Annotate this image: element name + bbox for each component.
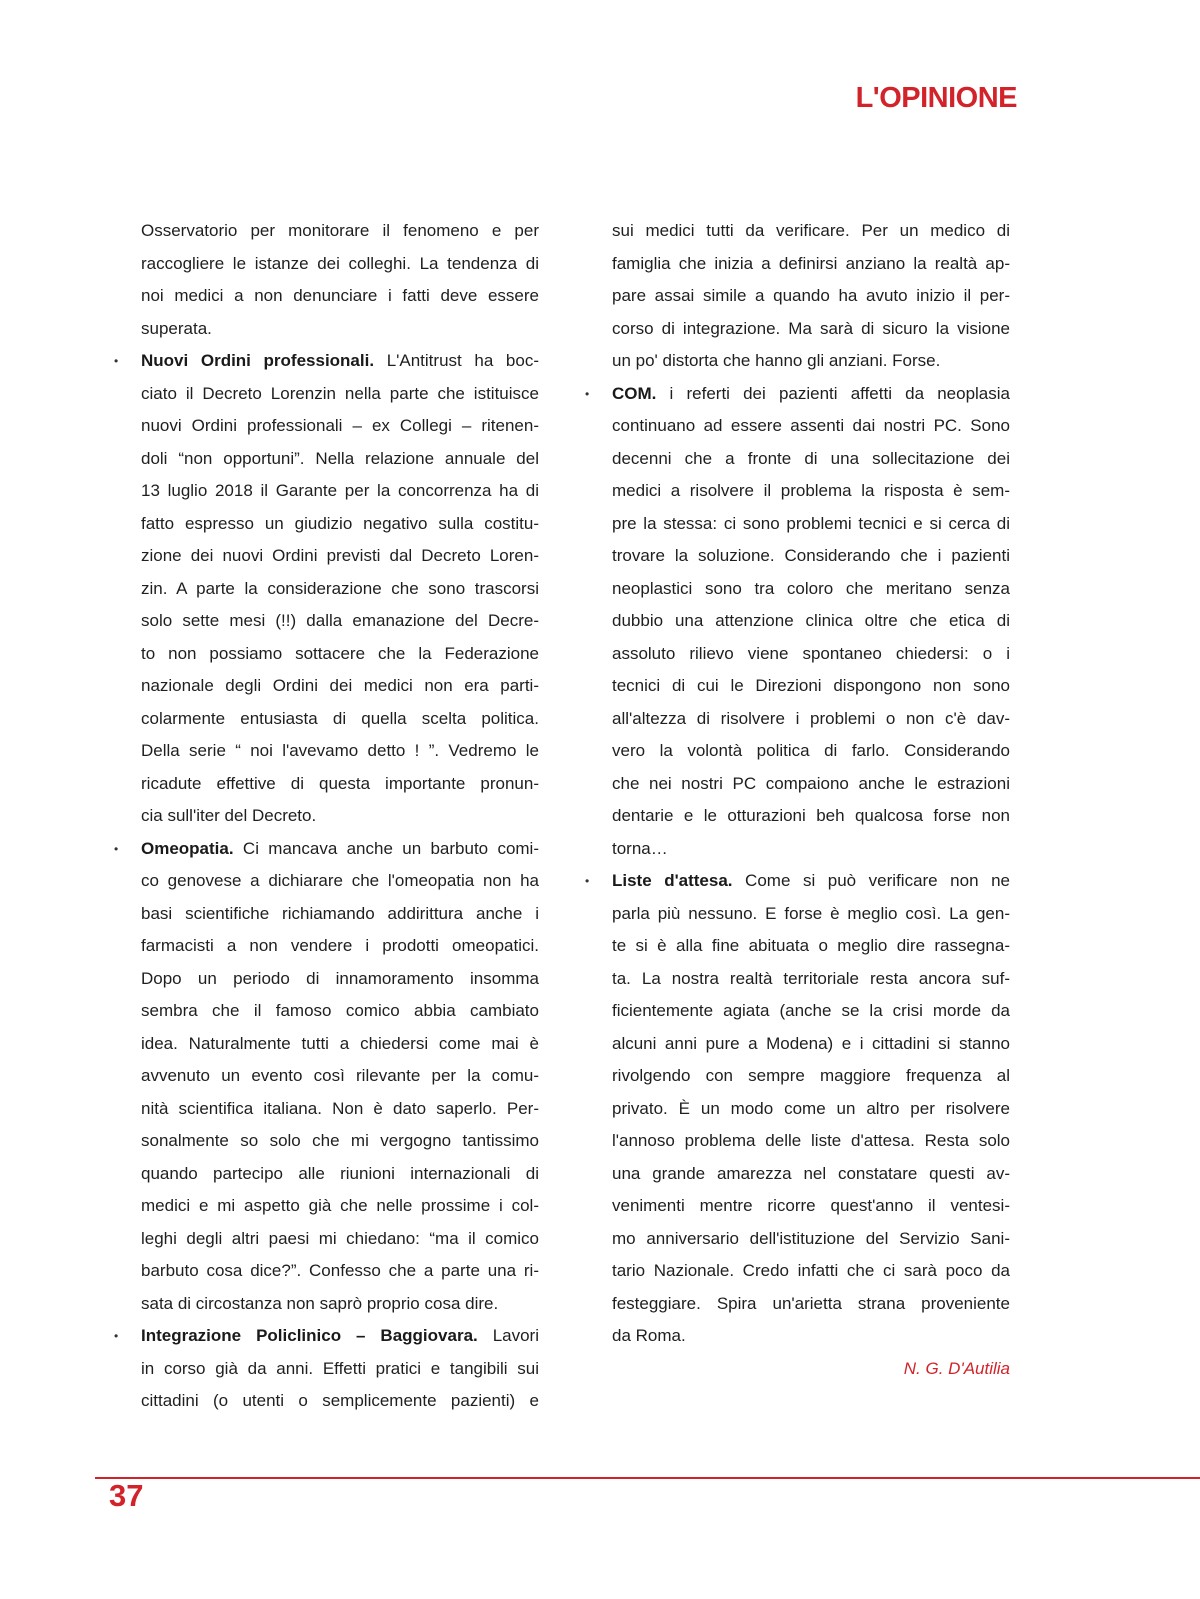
right-column-lines (612, 215, 1010, 1353)
line-text: Come si può verificare non ne (732, 871, 1010, 890)
line-text: basi scientifiche richiamando addirittura anche i (141, 903, 539, 923)
page-number: 37 (109, 1478, 144, 1513)
bullet-heading: Omeopatia. (141, 838, 234, 858)
text-line (141, 800, 539, 833)
line-text: solo sette mesi (!!) dalla emanazione del Decre- (141, 611, 539, 630)
text-line (141, 768, 539, 801)
line-text: pre la stessa: ci sono problemi tecnici e si cerca di (612, 513, 1010, 533)
text-line (612, 963, 1010, 996)
text-line (141, 605, 539, 638)
line-text: i referti dei pazienti affetti da neoplasia (656, 383, 1010, 403)
line-text: colarmente entusiasta di quella scelta politica. (141, 708, 539, 728)
text-line (612, 898, 1010, 931)
line-text: l'annoso problema delle liste d'attesa. Resta solo (612, 1131, 1010, 1150)
text-line (141, 1093, 539, 1126)
line-text: noi medici a non denunciare i fatti deve essere (141, 286, 539, 305)
text-line (141, 703, 539, 736)
text-line (612, 995, 1010, 1028)
line-text: avvenuto un evento così rilevante per la comu- (141, 1066, 539, 1085)
text-line (141, 573, 539, 606)
line-text: all'altezza di risolvere i problemi o non c'è dav- (612, 708, 1010, 728)
line-text: dubbio una attenzione clinica oltre che etica di (612, 611, 1010, 630)
text-line (612, 313, 1010, 346)
line-text: co genovese a dichiarare che l'omeopatia non ha (141, 871, 539, 890)
line-text: quando partecipo alle riunioni internazionali di (141, 1163, 539, 1183)
line-text: dentarie e le otturazioni beh qualcosa forse non (612, 806, 1010, 825)
text-line (141, 1028, 539, 1061)
text-line (612, 930, 1010, 963)
line-text: superata. (141, 318, 212, 338)
line-text: trovare la soluzione. Considerando che i pazienti (612, 546, 1010, 565)
line-text: vero la volontà politica di farlo. Considerando (612, 741, 1010, 760)
line-text: una grande amarezza nel constatare questi av- (612, 1163, 1010, 1183)
line-text: un po' distorta che hanno gli anziani. Forse. (612, 351, 941, 370)
line-text: che nei nostri PC compaiono anche le estrazioni (612, 773, 1010, 793)
line-text: ta. La nostra realtà territoriale resta ancora suf- (612, 968, 1010, 988)
line-text: nuovi Ordini professionali – ex Collegi – ritenen- (141, 416, 539, 435)
line-text: nità scientifica italiana. Non è dato saperlo. Per- (141, 1098, 539, 1118)
text-line (612, 1060, 1010, 1093)
line-text: zin. A parte la considerazione che sono trascorsi (141, 578, 539, 598)
author-signature: N. G. D'Autilia (903, 1358, 1010, 1378)
line-text: farmacisti a non vendere i prodotti omeopatici. (141, 936, 539, 955)
text-line (612, 638, 1010, 671)
line-text: tario Nazionale. Credo infatti che ci sarà poco da (612, 1261, 1010, 1280)
line-text: medici e mi aspetto già che nelle prossime i col- (141, 1196, 539, 1215)
line-text: Dopo un periodo di innamoramento insomma (141, 968, 539, 988)
line-text: zione dei nuovi Ordini previsti dal Decreto Loren- (141, 546, 539, 565)
line-text: nazionale degli Ordini dei medici non era parti- (141, 676, 539, 695)
text-line (141, 508, 539, 541)
line-text: ficientemente agiata (anche se la crisi morde da (612, 1001, 1010, 1020)
text-line (141, 865, 539, 898)
line-text: medici a risolvere il problema la risposta è sem- (612, 481, 1010, 500)
line-text: tecnici di cui le Direzioni dispongono non sono (612, 676, 1010, 695)
text-line (141, 215, 539, 248)
text-line (141, 1255, 539, 1288)
line-text: cittadini (o utenti o semplicemente pazienti) e (141, 1391, 539, 1410)
line-text: festeggiare. Spira un'arietta strana proveniente (612, 1293, 1010, 1313)
text-line (141, 735, 539, 768)
line-text: te si è alla fine abituata o meglio dire rassegna- (612, 936, 1010, 955)
text-line (612, 670, 1010, 703)
text-line (612, 1158, 1010, 1191)
bullet-item-line (141, 833, 539, 866)
line-text: pare assai simile a quando ha avuto inizio il per- (612, 286, 1010, 305)
text-line (141, 1125, 539, 1158)
text-line (612, 280, 1010, 313)
line-text: sui medici tutti da verificare. Per un medico di (612, 221, 1010, 240)
text-line (141, 313, 539, 346)
text-line (612, 248, 1010, 281)
section-title: L'OPINIONE (855, 82, 1017, 114)
text-line (141, 1060, 539, 1093)
text-line (612, 540, 1010, 573)
line-text: alcuni anni pure a Modena) e i cittadini si stanno (612, 1033, 1010, 1053)
text-line (141, 898, 539, 931)
line-text: leghi degli altri paesi mi chiedano: “ma il comico (141, 1228, 539, 1248)
line-text: Della serie “ noi l'avevamo detto ! ”. Vedremo le (141, 741, 539, 760)
line-text: idea. Naturalmente tutti a chiedersi come mai è (141, 1033, 539, 1053)
bullet-heading: Nuovi Ordini professionali. (141, 351, 375, 370)
text-line (141, 1288, 539, 1321)
line-text: raccogliere le istanze dei colleghi. La tendenza di (141, 253, 539, 273)
bullet-item-line (612, 865, 1010, 898)
line-text: Osservatorio per monitorare il fenomeno e per (141, 221, 539, 240)
text-line (612, 1093, 1010, 1126)
text-line (141, 248, 539, 281)
text-line (141, 410, 539, 443)
text-line (141, 1190, 539, 1223)
text-line (141, 475, 539, 508)
text-line (612, 605, 1010, 638)
text-line (612, 1320, 1010, 1353)
line-text: privato. È un modo come un altro per risolvere (612, 1098, 1010, 1118)
text-line (141, 963, 539, 996)
text-line (612, 800, 1010, 833)
text-line (612, 410, 1010, 443)
text-line (141, 670, 539, 703)
line-text: sembra che il famoso comico abbia cambiato (141, 1001, 539, 1020)
text-line (612, 345, 1010, 378)
line-text: Lavori (477, 1326, 539, 1345)
line-text: continuano ad essere assenti dai nostri PC. Sono (612, 416, 1010, 435)
text-line (612, 443, 1010, 476)
text-line (141, 995, 539, 1028)
text-line (141, 1223, 539, 1256)
line-text: corso di integrazione. Ma sarà di sicuro la visione (612, 318, 1010, 338)
line-text: mo anniversario dell'istituzione del Servizio Sani- (612, 1228, 1010, 1248)
right-text-column (612, 215, 1010, 1385)
bullet-heading: Liste d'attesa. (612, 871, 733, 890)
line-text: assoluto rilievo viene spontaneo chiedersi: o i (612, 643, 1010, 663)
bullet-heading: Integrazione Policlinico – Baggiovara. (141, 1326, 478, 1345)
line-text: in corso già da anni. Effetti pratici e tangibili sui (141, 1358, 539, 1378)
text-line (141, 1385, 539, 1418)
text-line (141, 280, 539, 313)
line-text: doli “non opportuni”. Nella relazione annuale del (141, 448, 539, 468)
text-line (141, 443, 539, 476)
line-text: barbuto cosa dice?”. Confesso che a parte una ri- (141, 1261, 539, 1280)
line-text: torna… (612, 838, 668, 858)
text-line (612, 1190, 1010, 1223)
line-text: ricadute effettive di questa importante pronun- (141, 773, 539, 793)
left-text-column (141, 215, 539, 1418)
line-text: decenni che a fronte di una sollecitazione dei (612, 448, 1010, 468)
line-text: rivolgendo con sempre maggiore frequenza al (612, 1066, 1010, 1085)
text-line (612, 1288, 1010, 1321)
text-line (612, 1223, 1010, 1256)
line-text: fatto espresso un giudizio negativo sulla costitu- (141, 513, 539, 533)
footer-rule (95, 1477, 1200, 1479)
text-line (141, 378, 539, 411)
line-text: L'Antitrust ha boc- (374, 351, 539, 370)
line-text: 13 luglio 2018 il Garante per la concorrenza ha di (141, 481, 539, 500)
text-line (141, 638, 539, 671)
line-text: sata di circostanza non saprò proprio cosa dire. (141, 1293, 499, 1313)
text-line (612, 508, 1010, 541)
bullet-heading: COM. (612, 383, 657, 403)
text-line (612, 703, 1010, 736)
line-text: venimenti mentre ricorre quest'anno il ventesi- (612, 1196, 1010, 1215)
text-line (612, 475, 1010, 508)
text-line (612, 1028, 1010, 1061)
bullet-item-line (141, 345, 539, 378)
text-line (141, 540, 539, 573)
line-text: Ci mancava anche un barbuto comi- (233, 838, 539, 858)
line-text: to non possiamo sottacere che la Federazione (141, 643, 539, 663)
line-text: ciato il Decreto Lorenzin nella parte che istituisce (141, 383, 539, 403)
text-line (612, 768, 1010, 801)
line-text: neoplastici sono tra coloro che meritano senza (612, 578, 1010, 598)
text-line (141, 1158, 539, 1191)
text-line (612, 833, 1010, 866)
text-line (141, 930, 539, 963)
line-text: parla più nessuno. E forse è meglio così. La gen- (612, 903, 1010, 923)
text-line (612, 573, 1010, 606)
text-line (141, 1353, 539, 1386)
text-line (612, 215, 1010, 248)
line-text: sonalmente so solo che mi vergogno tantissimo (141, 1131, 539, 1150)
line-text: da Roma. (612, 1326, 686, 1345)
text-line (612, 735, 1010, 768)
bullet-item-line (141, 1320, 539, 1353)
line-text: famiglia che inizia a definirsi anziano la realtà ap- (612, 253, 1010, 273)
line-text: cia sull'iter del Decreto. (141, 806, 317, 825)
text-line (612, 1255, 1010, 1288)
text-line (612, 1125, 1010, 1158)
bullet-item-line (612, 378, 1010, 411)
